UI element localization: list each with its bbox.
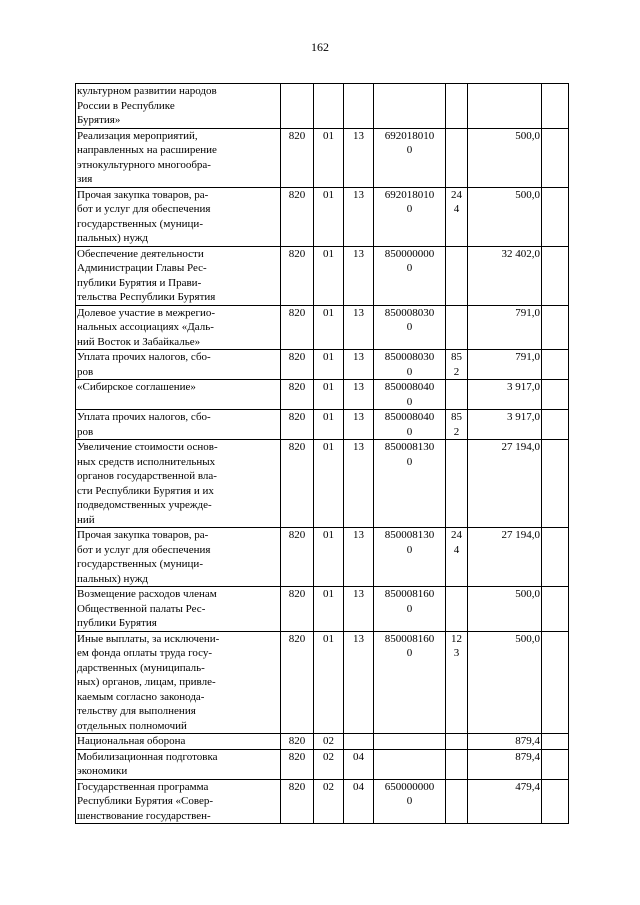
cell-extra — [542, 305, 569, 350]
cell-ved: 820 — [281, 410, 314, 440]
cell-csr: 850008040 0 — [374, 410, 446, 440]
cell-sum: 879,4 — [468, 734, 542, 750]
cell-csr: 850008040 0 — [374, 380, 446, 410]
cell-vr — [446, 587, 468, 632]
page-number: 162 — [311, 40, 329, 54]
cell-rz: 01 — [314, 410, 344, 440]
cell-sum: 500,0 — [468, 187, 542, 246]
table-row — [76, 631, 569, 734]
cell-pr: 13 — [344, 587, 374, 632]
cell-csr: 850008030 0 — [374, 305, 446, 350]
cell-ved: 820 — [281, 187, 314, 246]
cell-ved: 820 — [281, 380, 314, 410]
cell-pr: 13 — [344, 631, 374, 734]
cell-ved: 820 — [281, 528, 314, 587]
cell-sum: 27 194,0 — [468, 440, 542, 528]
cell-name: Государственная программа Республики Бурятия «Совер- шенствование государствен- — [76, 779, 281, 824]
cell-vr — [446, 246, 468, 305]
cell-extra — [542, 631, 569, 734]
cell-ved: 820 — [281, 587, 314, 632]
cell-pr: 13 — [344, 410, 374, 440]
cell-name: Реализация мероприятий, направленных на расширение этнокультурного многообра- зия — [76, 128, 281, 187]
cell-sum: 500,0 — [468, 631, 542, 734]
cell-rz: 01 — [314, 187, 344, 246]
cell-pr: 13 — [344, 528, 374, 587]
cell-name: «Сибирское соглашение» — [76, 380, 281, 410]
cell-ved: 820 — [281, 631, 314, 734]
cell-sum: 791,0 — [468, 305, 542, 350]
cell-pr — [344, 734, 374, 750]
cell-ved: 820 — [281, 246, 314, 305]
cell-extra — [542, 128, 569, 187]
table-row — [76, 779, 569, 824]
cell-name: Обеспечение деятельности Администрации Главы Рес- публики Бурятия и Прави- тельства Республики Бурятия — [76, 246, 281, 305]
cell-extra — [542, 380, 569, 410]
cell-vr: 85 2 — [446, 350, 468, 380]
cell-csr: 692018010 0 — [374, 187, 446, 246]
table-body — [76, 84, 569, 824]
cell-csr: 850008130 0 — [374, 440, 446, 528]
cell-vr — [446, 305, 468, 350]
cell-sum: 879,4 — [468, 749, 542, 779]
cell-pr: 13 — [344, 440, 374, 528]
cell-vr — [446, 440, 468, 528]
cell-name: Мобилизационная подготовка экономики — [76, 749, 281, 779]
table-row — [76, 380, 569, 410]
cell-vr — [446, 779, 468, 824]
cell-name: Прочая закупка товаров, ра- бот и услуг для обеспечения государственных (муници- пальных) нужд — [76, 528, 281, 587]
cell-csr: 692018010 0 — [374, 128, 446, 187]
table-row — [76, 410, 569, 440]
cell-csr — [374, 84, 446, 129]
cell-pr: 13 — [344, 187, 374, 246]
cell-vr — [446, 734, 468, 750]
cell-name: Увеличение стоимости основ- ных средств исполнительных органов государственной вла- сти Республики Бурятия и их подведомственных учрежде- ний — [76, 440, 281, 528]
cell-extra — [542, 440, 569, 528]
cell-extra — [542, 350, 569, 380]
cell-name: Возмещение расходов членам Общественной палаты Рес- публики Бурятия — [76, 587, 281, 632]
cell-rz: 01 — [314, 440, 344, 528]
cell-vr — [446, 84, 468, 129]
cell-ved — [281, 84, 314, 129]
cell-pr — [344, 84, 374, 129]
cell-name: культурном развитии народов России в Республике Бурятия» — [76, 84, 281, 129]
cell-extra — [542, 528, 569, 587]
cell-ved: 820 — [281, 128, 314, 187]
cell-rz: 02 — [314, 779, 344, 824]
cell-sum: 479,4 — [468, 779, 542, 824]
cell-ved: 820 — [281, 350, 314, 380]
cell-sum: 791,0 — [468, 350, 542, 380]
cell-rz: 01 — [314, 528, 344, 587]
cell-vr: 24 4 — [446, 187, 468, 246]
cell-pr: 04 — [344, 749, 374, 779]
cell-pr: 13 — [344, 380, 374, 410]
cell-rz: 01 — [314, 305, 344, 350]
cell-name: Уплата прочих налогов, сбо- ров — [76, 410, 281, 440]
cell-pr: 13 — [344, 305, 374, 350]
cell-rz: 01 — [314, 246, 344, 305]
cell-csr: 650000000 0 — [374, 779, 446, 824]
cell-name: Прочая закупка товаров, ра- бот и услуг для обеспечения государственных (муници- пальных) нужд — [76, 187, 281, 246]
table-row — [76, 350, 569, 380]
cell-rz — [314, 84, 344, 129]
cell-sum: 27 194,0 — [468, 528, 542, 587]
cell-rz: 01 — [314, 380, 344, 410]
cell-rz: 01 — [314, 587, 344, 632]
table-row — [76, 84, 569, 129]
table-row — [76, 246, 569, 305]
cell-sum: 3 917,0 — [468, 410, 542, 440]
cell-csr — [374, 734, 446, 750]
cell-extra — [542, 779, 569, 824]
cell-extra — [542, 749, 569, 779]
cell-rz: 01 — [314, 128, 344, 187]
cell-rz: 02 — [314, 749, 344, 779]
table-row — [76, 305, 569, 350]
table-row — [76, 528, 569, 587]
cell-pr: 13 — [344, 350, 374, 380]
cell-csr: 850008160 0 — [374, 631, 446, 734]
cell-vr — [446, 128, 468, 187]
cell-extra — [542, 587, 569, 632]
cell-pr: 04 — [344, 779, 374, 824]
cell-pr: 13 — [344, 128, 374, 187]
table-row — [76, 587, 569, 632]
cell-csr — [374, 749, 446, 779]
cell-vr — [446, 380, 468, 410]
cell-name: Национальная оборона — [76, 734, 281, 750]
cell-sum: 500,0 — [468, 587, 542, 632]
cell-ved: 820 — [281, 749, 314, 779]
cell-ved: 820 — [281, 440, 314, 528]
cell-vr — [446, 749, 468, 779]
cell-sum: 32 402,0 — [468, 246, 542, 305]
budget-table — [75, 83, 569, 824]
cell-name: Долевое участие в межрегио- нальных ассоциациях «Даль- ний Восток и Забайкалье» — [76, 305, 281, 350]
cell-name: Уплата прочих налогов, сбо- ров — [76, 350, 281, 380]
table-row — [76, 734, 569, 750]
cell-ved: 820 — [281, 305, 314, 350]
cell-rz: 01 — [314, 631, 344, 734]
cell-name: Иные выплаты, за исключени- ем фонда оплаты труда госу- дарственных (муниципаль- ных) органов, лицам, привле- каемым согласно законода- тельству для выполнения отдельных полномочий — [76, 631, 281, 734]
cell-extra — [542, 84, 569, 129]
cell-csr: 850008030 0 — [374, 350, 446, 380]
cell-sum: 3 917,0 — [468, 380, 542, 410]
cell-sum — [468, 84, 542, 129]
cell-csr: 850000000 0 — [374, 246, 446, 305]
cell-extra — [542, 734, 569, 750]
cell-rz: 01 — [314, 350, 344, 380]
cell-vr: 24 4 — [446, 528, 468, 587]
table-row — [76, 187, 569, 246]
cell-extra — [542, 187, 569, 246]
table-row — [76, 440, 569, 528]
cell-ved: 820 — [281, 734, 314, 750]
cell-extra — [542, 410, 569, 440]
cell-vr: 12 3 — [446, 631, 468, 734]
cell-pr: 13 — [344, 246, 374, 305]
cell-sum: 500,0 — [468, 128, 542, 187]
table-row — [76, 749, 569, 779]
cell-vr: 85 2 — [446, 410, 468, 440]
cell-csr: 850008160 0 — [374, 587, 446, 632]
cell-csr: 850008130 0 — [374, 528, 446, 587]
cell-ved: 820 — [281, 779, 314, 824]
table-row — [76, 128, 569, 187]
cell-extra — [542, 246, 569, 305]
cell-rz: 02 — [314, 734, 344, 750]
